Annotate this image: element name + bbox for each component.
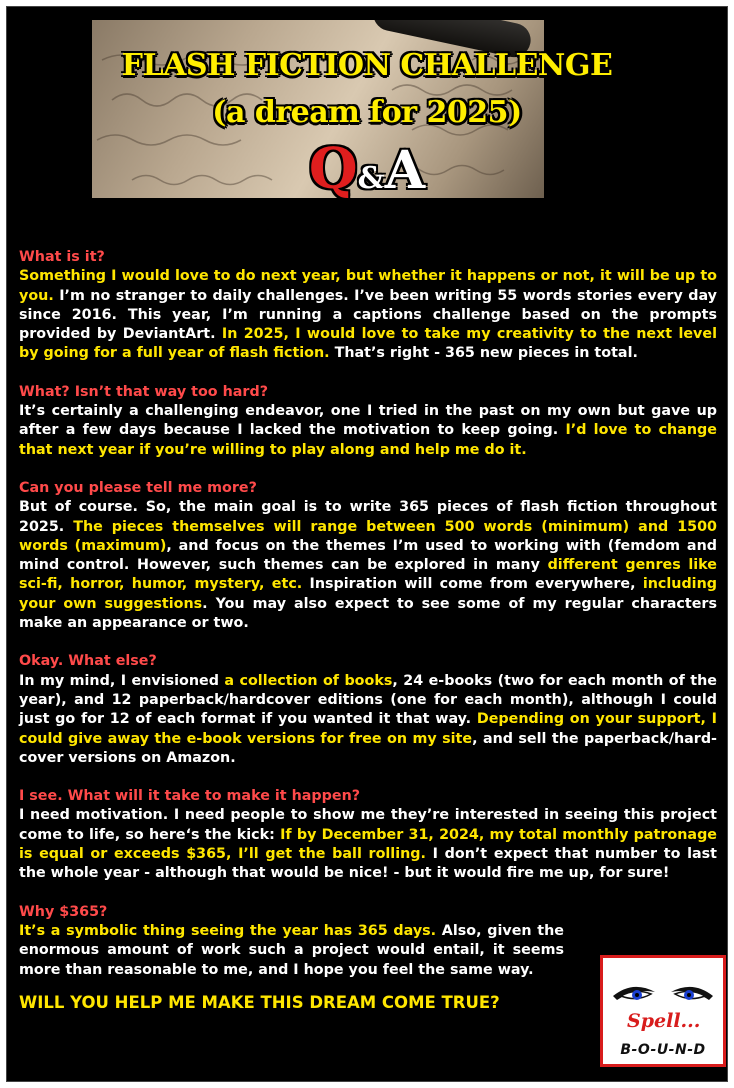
answer-text [19,922,564,980]
qa-section [19,383,717,460]
answer-plain: I’m no stranger to daily challenges. I’ve been writing 55 words stories every day since 2016. This year, I’m running a captions challenge based on the prompts provided by DeviantArt. [19,287,717,343]
logo-spell-text: Spell... [627,1010,701,1032]
answer-plain: , 24 e-books (two for each month of the year), and 12 paperback/hardcover editions (one for each month), although I could just go for 12 of each format if you wanted it that way. [19,672,718,728]
answer-plain: . You may also expect to see some of my regular characters make an appearance or two. [19,595,717,632]
qa-q: Q [308,136,358,202]
answer-text [19,499,717,631]
answer-highlight: It’s a symbolic thing seeing the year has 365 days. [19,922,437,939]
answer-highlight: including your own suggestions [19,576,717,612]
answer-highlight: In 2025, I would love to take my creativity to the next level by going for a full year of flash fiction. [19,326,717,362]
answer-highlight: a collection of books [224,672,393,689]
answer-highlight: The pieces themselves will range between 500 words (minimum) and 1500 words (maximum) [19,518,717,554]
qa-a: A [384,140,426,201]
qa-content [19,248,717,1012]
answer-plain: I don’t expect that number to last the whole year - although that would be nice! - but it would fire me up, for sure! [19,846,717,882]
answer-plain: It’s certainly a challenging endeavor, one I tried in the past on my own but gave up after a few days because I lacked the motivation to keep going. [19,403,717,439]
answer-text [19,403,717,458]
answer-plain: That’s right - 365 new pieces in total. [329,345,638,362]
answer-highlight: different genres like sci-fi, horror, humor, mystery, etc. [19,557,717,593]
title-line-1: FLASH FICTION CHALLENGE [121,48,613,83]
question-heading: Okay. What else? [19,653,157,670]
answer-highlight: I’d love to change that next year if you’re willing to play along and help me do it. [19,422,717,458]
answer-text [19,807,717,881]
question-heading: I see. What will it take to make it happen? [19,788,361,805]
question-heading: Why $365? [19,903,108,920]
qa-section [19,787,717,883]
answer-plain: Also, given the enormous amount of work such a project would entail, it seems more than reasonable to me, and I hope you feel the same way. [19,922,564,978]
qa-section [19,479,717,633]
answer-highlight: If by December 31, 2024, my total monthly patronage is equal or exceeds $365, I’ll get the ball rolling. [19,826,717,863]
question-heading: Can you please tell me more? [19,479,257,496]
answer-plain: But of course. So, the main goal is to write 365 pieces of flash fiction throughout 2025. [19,499,717,535]
qa-section [19,248,717,364]
answer-plain: , and sell the paperback/hard-cover versions on Amazon. [19,730,717,766]
question-heading: What is it? [19,249,105,265]
closing-call-to-action: WILL YOU HELP ME MAKE THIS DREAM COME TRUE? [19,992,500,1012]
answer-highlight: Something I would love to do next year, but whether it happens or not, it will be up to you. [19,268,717,304]
answer-plain: I need motivation. I need people to show me they’re interested in seeing this project come to life, so here‘s the kick: [19,807,717,843]
title-line-2: (a dream for 2025) [212,95,522,130]
logo-bound-text: B-O-U-N-D [620,1042,706,1058]
spell-bound-logo [600,955,726,1067]
qa-logo-text [0,136,734,202]
eyes-icon [611,976,715,1010]
answer-plain: In my mind, I envisioned [19,672,225,689]
answer-plain: Inspiration will come from everywhere, [302,576,643,593]
question-heading: What? Isn’t that way too hard? [19,383,268,400]
answer-highlight: Depending on your support, I could give away the e-book versions for free on my site [19,711,717,747]
qa-section [19,652,717,768]
answer-text [19,268,717,361]
answer-plain: , and focus on the themes I’m used to working with (femdom and mind control. However, such themes can be explored in many [19,537,717,574]
qa-ampersand: & [357,161,385,196]
answer-text [19,673,717,766]
